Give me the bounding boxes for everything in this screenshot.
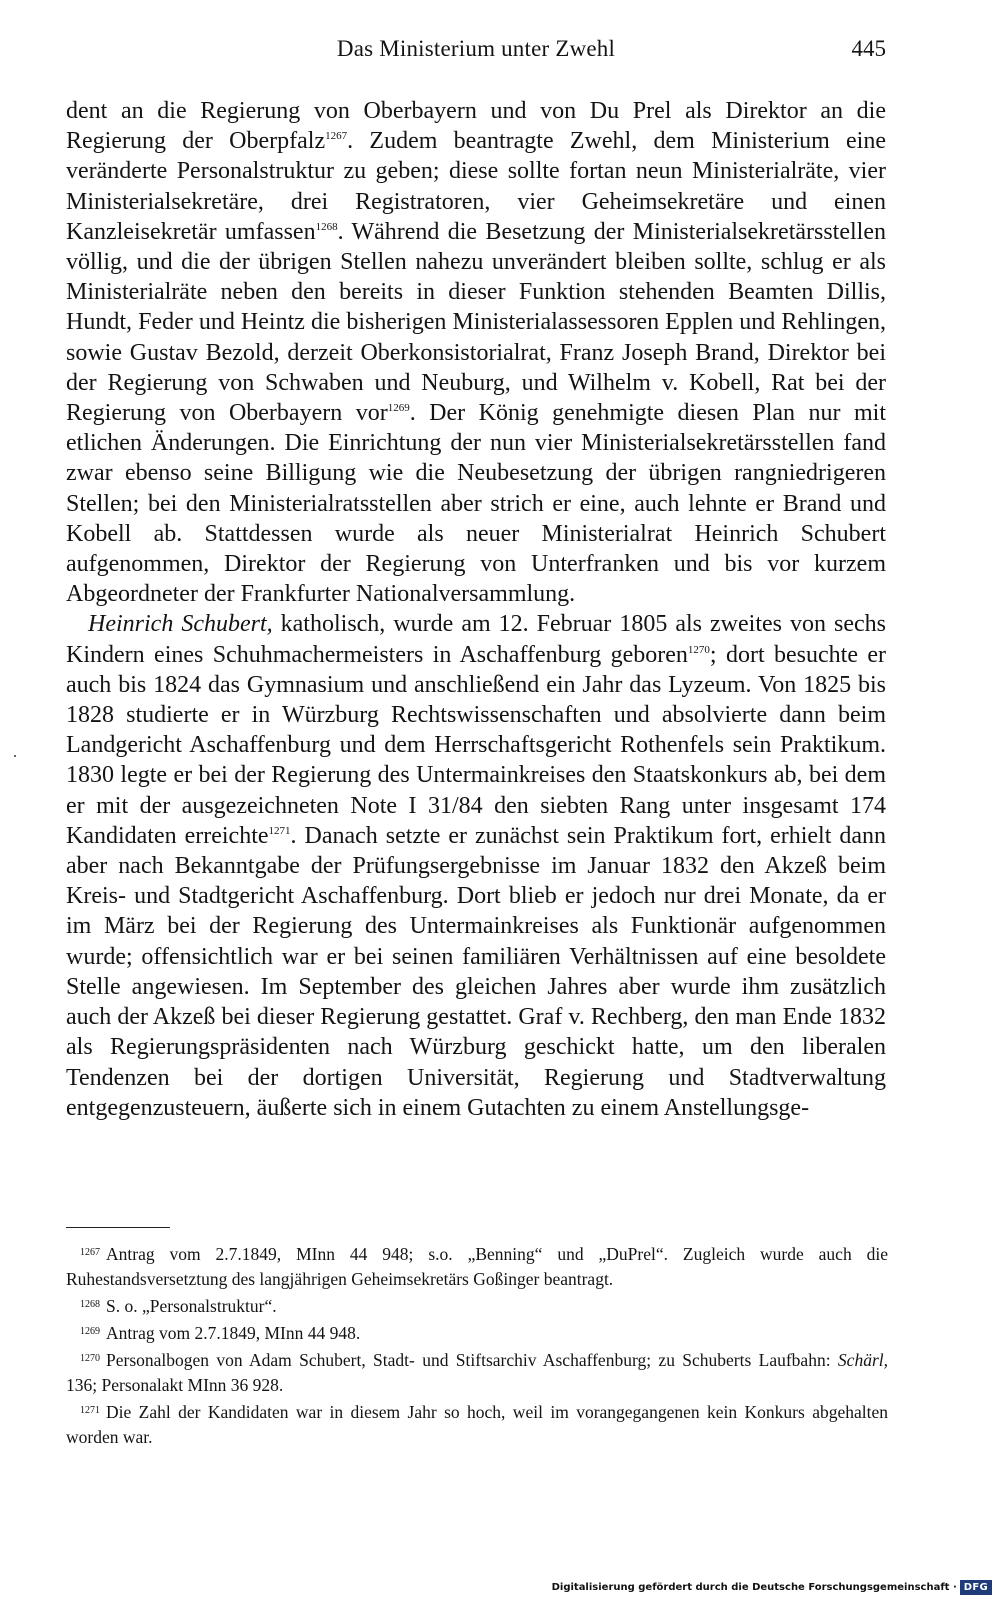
person-name: Heinrich Schubert,: [88, 611, 273, 638]
footnote-number: 1268: [80, 1299, 100, 1310]
footnote-text: Die Zahl der Kandidaten war in diesem Jahr so hoch, weil im vorangegangenen kein Konkurs abgehalten worden war.: [66, 1402, 888, 1447]
text-run: . Der König genehmigte diesen Plan nur mit etlichen Änderungen. Die Einrichtung der nun vier Ministerialsekretärsstellen fand zwar ebenso seine Billigung wie die Neubesetzung der übrigen rangniedrigeren Stellen; bei den Ministerialratsstellen aber strich er eine, auch lehnte er Brand und Kobell ab. Stattdessen wurde als neuer Ministerialrat Heinrich Schubert aufgenommen, Direktor der Regierung von Unterfranken und bis vor kurzem Abgeordneter der Frankfurter Nationalversammlung.: [66, 400, 886, 608]
footnote-ref: 1268: [315, 220, 338, 233]
footnote-number: 1269: [80, 1326, 100, 1337]
text-run: . Während die Besetzung der Ministerialsekretärsstellen völlig, und die der übrigen Stellen nahezu unverändert bleiben sollte, schlug er als Ministerialräte neben den bereits in dieser Funktion stehenden Beamten Dillis, Hundt, Feder und Heintz die bisherigen Ministerialassessoren Epplen und Rehlingen, sowie Gustav Bezold, derzeit Oberkonsistorialrat, Franz Joseph Brand, Direktor bei der Regierung von Schwaben und Neuburg, und Wilhelm v. Kobell, Rat bei der Regierung von Oberbayern vor: [66, 218, 886, 427]
footnote-ref: 1271: [268, 824, 291, 837]
paragraph-1: [66, 96, 886, 609]
footnote-1268: [66, 1292, 888, 1319]
footnote-italic: Schärl,: [837, 1350, 888, 1370]
page-header: [66, 36, 886, 70]
footnote-number: 1270: [80, 1353, 100, 1364]
text-run: . Danach setzte er zunächst sein Praktikum fort, erhielt dann aber nach Bekanntgabe der Prüfungsergebnisse im Januar 1832 den Akzeß beim Kreis- und Stadtgericht Aschaffenburg. Dort blieb er jedoch nur drei Monate, da er im März bei der Regierung des Untermainkreises als Funktionär aufgenommen wurde; offensichtlich war er bei seinen familiären Verhältnissen auf eine besoldete Stelle angewiesen. Im September des gleichen Jahres aber wurde ihm zusätzlich auch der Akzeß bei dieser Regierung gestattet. Graf v. Rechberg, den man Ende 1832 als Regierungspräsidenten nach Würzburg geschickt hatte, um den liberalen Tendenzen bei der dortigen Universität, Regierung und Stadtverwaltung entgegenzusteuern, äußerte sich in einem Gutachten zu einem Anstellungsge-: [66, 822, 887, 1121]
footnote-1267: [66, 1240, 888, 1292]
footnote-number: 1271: [80, 1405, 100, 1416]
text-run: katholisch, wurde am 12. Februar 1805 als zweites von sechs Kindern eines Schuhmachermeisters in Aschaffenburg geboren: [66, 611, 886, 668]
footnote-text: S. o. „Personalstruktur“.: [106, 1296, 277, 1316]
credit-text: Digitalisierung gefördert durch die Deutsche Forschungsgemeinschaft ·: [551, 1581, 957, 1593]
paragraph-2: [66, 609, 886, 1122]
digitization-credit: [552, 1578, 992, 1596]
footnotes: [66, 1240, 888, 1450]
footnote-ref: 1269: [387, 402, 410, 415]
footnote-text: Antrag vom 2.7.1849, MInn 44 948.: [106, 1323, 361, 1343]
text-run: ; dort besuchte er auch bis 1824 das Gymnasium und anschließend ein Jahr das Lyzeum. Von 1825 bis 1828 studierte er in Würzburg Rechtswissenschaften und absolvierte dann beim Landgericht Aschaffenburg und dem Herrschaftsgericht Rothenfels sein Praktikum. 1830 legte er bei der Regierung des Untermainkreises den Staatskonkurs ab, bei dem er mit der ausgezeichneten Note I 31/84 den siebten Rang unter insgesamt 174 Kandidaten erreichte: [66, 641, 886, 849]
scan-speck: [14, 755, 16, 757]
footnote-separator: [66, 1227, 170, 1228]
footnote-text: 136; Personalakt MInn 36 928.: [66, 1375, 284, 1395]
text-run: . Zudem beantragte Zwehl, dem Ministerium eine veränderte Personalstruktur zu geben; diese sollte fortan neun Ministerialräte, vier Ministerialsekretäre, drei Registratoren, vier Geheimsekretäre und einen Kanzleisekretär umfassen: [66, 128, 886, 245]
footnote-text: Personalbogen von Adam Schubert, Stadt- und Stiftsarchiv Aschaffenburg; zu Schuberts Laufbahn:: [106, 1350, 838, 1370]
footnote-ref: 1267: [325, 130, 348, 143]
page-number: 445: [851, 36, 886, 61]
text-run: dent an die Regierung von Oberbayern und von Du Prel als Direktor an die Regierung der Oberpfalz: [66, 98, 886, 155]
running-title: Das Ministerium unter Zwehl: [336, 36, 616, 61]
footnote-1270: [66, 1346, 888, 1398]
footnote-1271: [66, 1398, 888, 1450]
footnote-text: Antrag vom 2.7.1849, MInn 44 948; s.o. „Benning“ und „DuPrel“. Zugleich wurde auch die Ruhestandsversetztung des langjährigen Geheimsekretärs Goßinger beantragt.: [66, 1244, 888, 1289]
main-text: [66, 96, 886, 1123]
footnote-1269: [66, 1319, 888, 1346]
footnote-number: 1267: [80, 1247, 100, 1258]
dfg-logo: DFG: [960, 1580, 992, 1595]
footnote-ref: 1270: [687, 643, 710, 656]
